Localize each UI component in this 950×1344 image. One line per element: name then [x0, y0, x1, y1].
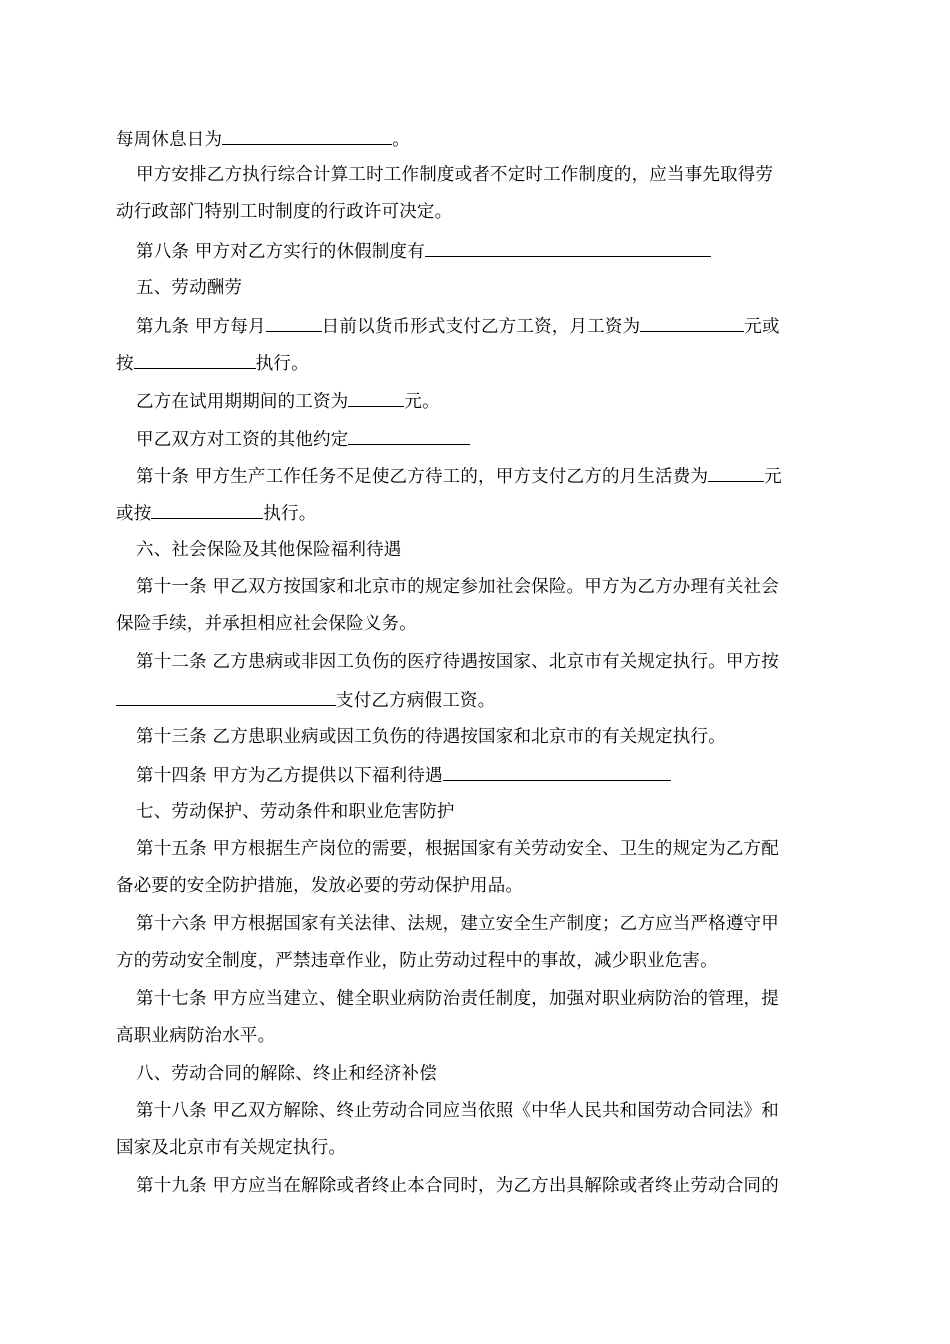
text-segment: 或按: [116, 504, 152, 524]
fill-blank: [348, 426, 470, 445]
text-segment: 备必要的安全防护措施，发放必要的劳动保护用品。: [116, 876, 524, 896]
text-line: [136, 388, 440, 414]
text-segment: 高职业病防治水平。: [116, 1026, 276, 1046]
fill-blank: [348, 388, 404, 407]
text-line: [116, 1024, 275, 1048]
text-line: [116, 687, 495, 713]
text-line: [136, 163, 773, 187]
text-line: [136, 912, 779, 936]
text-line: [116, 350, 309, 376]
text-line: [116, 500, 317, 526]
text-segment: 第十五条 甲方根据生产岗位的需要，根据国家有关劳动安全、卫生的规定为乙方配: [136, 839, 779, 859]
text-segment: 第十二条 乙方患病或非因工负伤的医疗待遇按国家、北京市有关规定执行。甲方按: [136, 652, 779, 672]
text-line: [136, 426, 470, 452]
text-segment: 第十四条 甲方为乙方提供以下福利待遇: [136, 766, 443, 786]
text-line: [116, 200, 452, 224]
fill-blank: [151, 500, 263, 519]
text-segment: 方的劳动安全制度，严禁违章作业，防止劳动过程中的事故，减少职业危害。: [116, 951, 718, 971]
fill-blank: [134, 350, 256, 369]
text-segment: 元。: [404, 392, 440, 412]
section-heading: [136, 1062, 437, 1086]
text-line: [136, 762, 671, 788]
text-line: [136, 1174, 779, 1198]
text-segment: 五、劳动酬劳: [136, 278, 243, 298]
text-line: [136, 313, 780, 339]
text-line: [136, 238, 711, 264]
fill-blank: [443, 762, 671, 781]
text-segment: 甲方安排乙方执行综合计算工时工作制度或者不定时工作制度的，应当事先取得劳: [136, 165, 774, 185]
text-line: [136, 575, 779, 599]
text-segment: 第九条 甲方每月: [136, 317, 266, 337]
text-line: [136, 725, 726, 749]
text-line: [116, 1136, 346, 1160]
text-segment: 乙方在试用期期间的工资为: [136, 392, 349, 412]
text-segment: 国家及北京市有关规定执行。: [116, 1138, 347, 1158]
text-segment: 按: [116, 354, 134, 374]
text-segment: 执行。: [255, 354, 309, 374]
text-segment: 每周休息日为: [116, 130, 223, 150]
text-segment: 动行政部门特别工时制度的行政许可决定。: [116, 202, 453, 222]
fill-blank: [116, 687, 336, 706]
text-segment: 元: [764, 467, 782, 487]
fill-blank: [425, 238, 711, 257]
text-segment: 执行。: [263, 504, 317, 524]
text-line: [116, 874, 523, 898]
text-line: [136, 650, 779, 674]
text-segment: 支付乙方病假工资。: [336, 691, 496, 711]
text-segment: 第十七条 甲方应当建立、健全职业病防治责任制度，加强对职业病防治的管理，提: [136, 989, 779, 1009]
text-segment: 第十九条 甲方应当在解除或者终止本合同时，为乙方出具解除或者终止劳动合同的: [136, 1176, 779, 1196]
fill-blank: [222, 126, 392, 145]
text-segment: 七、劳动保护、劳动条件和职业危害防护: [136, 802, 455, 822]
text-segment: 元或: [744, 317, 780, 337]
fill-blank: [266, 313, 322, 332]
text-line: [116, 612, 417, 636]
text-segment: 第十八条 甲乙双方解除、终止劳动合同应当依照《中华人民共和国劳动合同法》和: [136, 1101, 779, 1121]
text-line: [136, 987, 779, 1011]
text-segment: 八、劳动合同的解除、终止和经济补偿: [136, 1064, 437, 1084]
text-segment: 第八条 甲方对乙方实行的休假制度有: [136, 242, 425, 262]
text-segment: 甲乙双方对工资的其他约定: [136, 430, 349, 450]
section-heading: [136, 276, 242, 300]
section-heading: [136, 538, 402, 562]
text-segment: 保险手续，并承担相应社会保险义务。: [116, 614, 417, 634]
text-segment: 。: [392, 130, 410, 150]
text-segment: 第十六条 甲方根据国家有关法律、法规，建立安全生产制度；乙方应当严格遵守甲: [136, 914, 779, 934]
fill-blank: [640, 313, 744, 332]
text-line: [136, 463, 782, 489]
text-line: [116, 949, 718, 973]
text-line: [116, 126, 410, 152]
text-line: [136, 837, 779, 861]
text-segment: 第十三条 乙方患职业病或因工负伤的待遇按国家和北京市的有关规定执行。: [136, 727, 726, 747]
text-segment: 六、社会保险及其他保险福利待遇: [136, 540, 402, 560]
text-line: [136, 1099, 779, 1123]
fill-blank: [708, 463, 764, 482]
section-heading: [136, 800, 455, 824]
text-segment: 日前以货币形式支付乙方工资，月工资为: [321, 317, 641, 337]
text-segment: 第十一条 甲乙双方按国家和北京市的规定参加社会保险。甲方为乙方办理有关社会: [136, 577, 779, 597]
text-segment: 第十条 甲方生产工作任务不足使乙方待工的，甲方支付乙方的月生活费为: [136, 467, 709, 487]
